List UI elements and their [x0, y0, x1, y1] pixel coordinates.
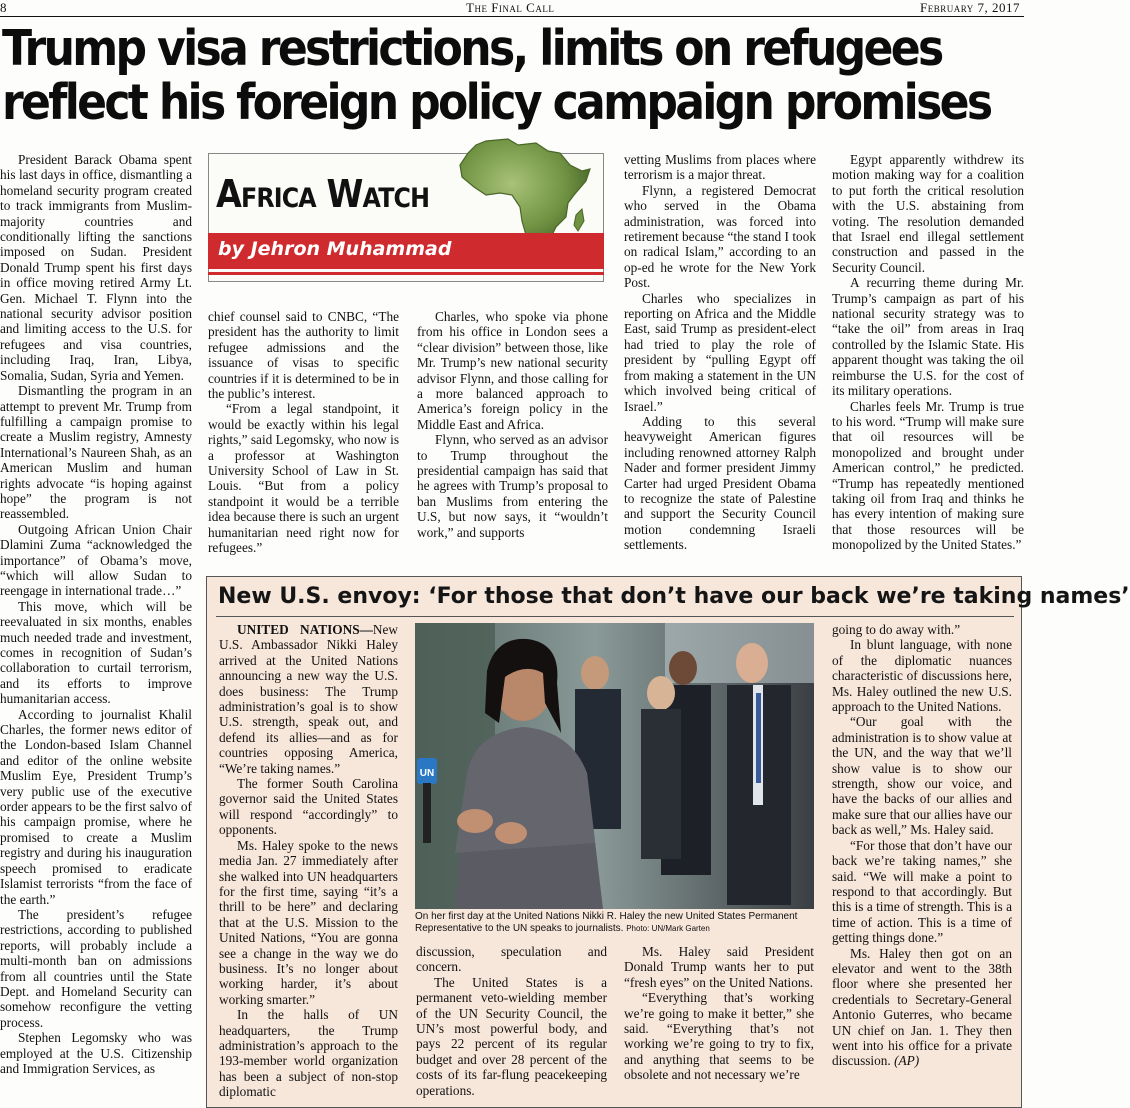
sidebar-column-1: [219, 622, 398, 1100]
paragraph: “Our goal with the administration is to show value at the UN, and the way that we’ll show value is to show our strength, show our voice, and have the backs of our allies and make sure that our allies have our back as well,” Ms. Haley said.: [832, 714, 1012, 838]
photo-caption: [415, 911, 814, 935]
paragraph: Charles feels Mr. Trump is true to his word. “Trump will make sure that oil resources will be monopolized and brought under American control,” he predicted. “Trump has repeatedly mentioned taking oil from Iraq and thinks he has every intention of making sure that those resources will be monopolized by the United States.”: [832, 398, 1024, 553]
caption-text: On her first day at the United Nations Nikki R. Haley the new United States Permanent Representative to the UN speaks to journalists.: [415, 911, 798, 934]
sidebar-column-2: [416, 944, 607, 1098]
paragraph: The former South Carolina governor said the United States will respond “accordingly” to opponents.: [219, 776, 398, 838]
mic-label: UN: [419, 768, 435, 779]
headline: [2, 20, 991, 131]
paragraph: Ms. Haley spoke to the news media Jan. 27 immediately after she walked into UN headquarters for the first time, saying “it’s a thrill to be here” and declaring that at the U.S. Mission to the United Nations, “You are gonna see a change in the way we do business. It’s no longer about working harder, it’s about working smarter.”: [219, 837, 398, 1007]
paragraph: In the halls of UN headquarters, the Trump administration’s approach to the 193-member world organization has been a subject of non-stop diplomatic: [219, 1007, 398, 1100]
photo-illustration: [415, 623, 814, 909]
paragraph: [219, 622, 398, 776]
headline-line-2: reflect his foreign policy campaign promises: [2, 74, 991, 131]
paragraph-text: New U.S. Ambassador Nikki Haley arrived at the United Nations announcing a new way the U.S. does business: The Trump administration’s goal is to show U.S. strength, speak out, and defend its allies—and as for countries opposing America, “We’re taking names.”: [219, 622, 398, 776]
sidebar-column-3: [624, 944, 814, 1083]
dateline: UNITED NATIONS—: [237, 622, 373, 637]
byline-rule: [208, 272, 604, 275]
paragraph: “Everything that’s working we’re going to make it better,” she said. “Everything that’s not working we’re going to try to fix, and anything that seems to be obsolete and not necessary we’re: [624, 990, 814, 1083]
paragraph: This move, which will be reevaluated in six months, enables much needed trade and investment, comes in recognition of Sudan’s collaboration to curtail terrorism, and its efforts to improve humanitarian access.: [0, 598, 192, 707]
paragraph: Dismantling the program in an attempt to prevent Mr. Trump from fulfilling a campaign promise to create a Muslim registry, Amnesty International’s Naureen Shah, as an American Muslim and human rights advocate “is hoping against hope” the program is not reassembled.: [0, 383, 192, 522]
page-header: [0, 0, 1024, 17]
paragraph: Outgoing African Union Chair Dlamini Zuma “acknowledged the importance” of Obama’s move, “which will allow Sudan to reengage in international trade…”: [0, 521, 192, 599]
article-column-4: [624, 152, 816, 553]
headline-line-1: Trump visa restrictions, limits on refugees: [2, 20, 942, 77]
byline: by Jehron Muhammad: [218, 238, 452, 260]
wire-credit: (AP): [894, 1053, 920, 1069]
sidebar-column-4: [832, 622, 1012, 1069]
article-column-5: [832, 152, 1024, 553]
paragraph: Egypt apparently withdrew its motion making way for a coalition to put forth the critical resolution with the U.S. abstaining from voting. The resolution demanded that Israel end illegal settlement construction and passed in the Security Council.: [832, 152, 1024, 275]
paragraph: In blunt language, with none of the diplomatic nuances characteristic of discussions here, Ms. Haley outlined the new U.S. approach to the United Nations.: [832, 637, 1012, 715]
paragraph: vetting Muslims from places where terrorism is a major threat.: [624, 152, 816, 183]
paragraph: discussion, speculation and concern.: [416, 944, 607, 975]
page-number: 8: [0, 0, 7, 15]
paragraph: [832, 946, 1012, 1069]
paragraph: Adding to this several heavyweight American figures including renowned attorney Ralph Nader and former president Jimmy Carter had urged President Obama to recognize the state of Palestine and support the Security Council motion condemning Israeli settlements.: [624, 413, 816, 553]
issue-date: February 7, 2017: [920, 0, 1020, 15]
paragraph: Charles, who spoke via phone from his office in London sees a “clear division” between those, like Mr. Trump’s new national security advisor Flynn, and those calling for a more balanced approach to America’s foreign policy in the Middle East and Africa.: [417, 309, 608, 432]
paragraph: “For those that don’t have our back we’re taking names,” she said. “We will make a point to respond to that accordingly. But this is a time of strength. This is a time of action. This is a time of getting things done.”: [832, 837, 1012, 946]
paragraph: Stephen Legomsky who was employed at the U.S. Citizenship and Immigration Services, as: [0, 1030, 192, 1076]
paragraph: Flynn, who served as an advisor to Trump throughout the presidential campaign has said that he agrees with Trump’s proposal to ban Muslims from entering the U.S, but now says, it “wouldn’t work,” and supports: [417, 432, 608, 540]
paragraph: Ms. Haley said President Donald Trump wants her to put “fresh eyes” on the United Nations.: [624, 944, 814, 990]
paragraph: chief counsel said to CNBC, “The president has the authority to limit refugee admissions and the issuance of visas to specific countries if it is determined to be in the public’s interest.: [208, 309, 399, 402]
paragraph: The president’s refugee restrictions, according to published reports, will probably include a multi-month ban on admissions from all countries until the State Dept. and Homeland Security can somehow reconfigure the vetting process.: [0, 906, 192, 1030]
paragraph: A recurring theme during Mr. Trump’s campaign as part of his national security strategy was to “take the oil” from areas in Iraq controlled by the Islamic State. His apparent thought was taking the oil reimburse the U.S. for the cost of its military operations.: [832, 275, 1024, 399]
sidebar-rule: [216, 616, 1014, 617]
article-column-1: [0, 152, 192, 1076]
paragraph: “From a legal standpoint, it would be exactly within his legal rights,” said Legomsky, who now is a professor at Washington University School of Law in St. Louis. “But from a policy standpoint it would be a terrible idea because there is such an urgent humanitarian need right now for refugees.”: [208, 401, 399, 556]
paragraph: Charles who specializes in reporting on Africa and the Middle East, said Trump as president-elect had tried to play the role of president by “pulling Egypt off from making a statement in the UN which involved being critical of Israel.”: [624, 290, 816, 414]
sidebar-title: New U.S. envoy: ‘For those that don’t have our back we’re taking names’: [218, 584, 1130, 609]
article-column-3: [417, 309, 608, 540]
photo-credit: Photo: UN/Mark Garten: [626, 924, 710, 933]
article-column-2: [208, 309, 399, 556]
paragraph: The United States is a permanent veto-wielding member of the UN Security Council, the UN’s most powerful body, and pays 22 percent of its regular budget and over 28 percent of the costs of its far-flung peacekeeping operations.: [416, 974, 607, 1098]
news-photo: [415, 623, 814, 909]
column-logo-title: Africa Watch: [216, 172, 430, 216]
paragraph: Flynn, a registered Democrat who served in the Obama administration, was forced into retirement because “the stand I took on radical Islam,” according to an op-ed he wrote for the New York Post.: [624, 182, 816, 291]
paragraph: According to journalist Khalil Charles, the former news editor of the London-based Islam Channel and editor of the online website Muslim Eye, President Trump’s very public use of the executive order appears to be the first salvo of his campaign promise, where he promised to create a Muslim registry and during his inauguration speech promised to eradicate Islamist terrorists “from the face of the earth.”: [0, 706, 192, 907]
paragraph: going to do away with.”: [832, 622, 961, 637]
paragraph: President Barack Obama spent his last days in office, dismantling a homeland security program created to track immigrants from Muslim-majority countries and conditionally lifting the sanctions imposed on Sudan. President Donald Trump spent his first days in office moving retired Army Lt. Gen. Michael T. Flynn into the national security advisor position and limiting access to the U.S. for refugees and visa countries, including Iraq, Iran, Libya, Somalia, Sudan, Syria and Yemen.: [0, 152, 192, 383]
paragraph-text: Ms. Haley then got on an elevator and went to the 38th floor where she presented her credentials to Secretary-General Antonio Guterres, who became UN chief on Jan. 1. They then went into his office for a private discussion.: [832, 945, 1012, 1069]
publication-name: The Final Call: [466, 0, 555, 15]
